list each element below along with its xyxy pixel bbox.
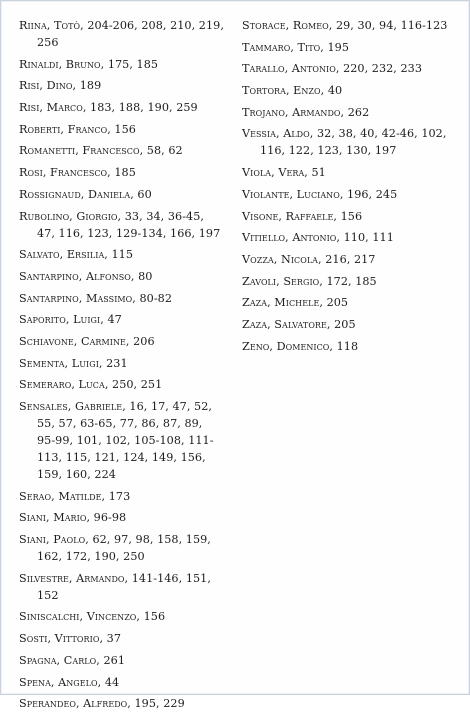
index-entry: Zavoli, Sergio, 172, 185 (242, 274, 377, 288)
index-entry-pages: 231 (106, 356, 128, 370)
index-entry-name: Tammaro, Tito (242, 40, 321, 54)
index-entry: Semeraro, Luca, 250, 251 (19, 378, 163, 392)
index-entry-name: Santarpino, Massimo (19, 291, 133, 305)
index-entry-pages: 205 (326, 296, 349, 310)
index-entry: Tortora, Enzo, 40 (242, 84, 343, 98)
index-entry-name: Spagna, Carlo (19, 653, 97, 667)
index-entry: Riina, Totò, 204-206, 208, 210, 219, 256 (19, 19, 224, 49)
index-entry-pages: 16, 17, 47, 52, 55, 57, 63-65, 77, 86, 87, 89, 95-99, 101, 102, 105-108, 111-113, 115, 121, 124, 149, 156, 159, 160, 224 (37, 400, 214, 481)
index-entry-name: Schiavone, Carmine (19, 334, 126, 348)
index-entry: Rosi, Francesco, 185 (19, 166, 136, 180)
index-entry: Silvestre, Armando, 141-146, 151, 152 (19, 571, 211, 602)
index-entry: Siani, Paolo, 62, 97, 98, 158, 159, 162, 172, 190, 250 (19, 533, 211, 564)
index-entry: Risi, Marco, 183, 188, 190, 259 (19, 101, 198, 115)
index-entry: Sensales, Gabriele, 16, 17, 47, 52, 55, 57, 63-65, 77, 86, 87, 89, 95-99, 101, 102, 105-108, 111-113, 115, 121, 124, 149, 156, 159, 160, 224 (19, 400, 214, 481)
index-entry-name: Rossignaud, Daniela (19, 187, 131, 201)
index-entry-pages: 60 (137, 187, 152, 201)
index-entry-pages: 118 (336, 339, 359, 353)
index-entry-name: Semeraro, Luca (19, 378, 105, 392)
index-entry-name: Risi, Marco (19, 101, 83, 115)
index-entry-pages: 96-98 (93, 511, 127, 525)
index-entry: Vessia, Aldo, 32, 38, 40, 42-46, 102, 116, 122, 123, 130, 197 (242, 127, 447, 158)
index-entry: Schiavone, Carmine, 206 (19, 334, 155, 348)
index-entry-name: Storace, Romeo (242, 19, 329, 32)
index-entry-name: Sperandeo, Alfredo (19, 697, 128, 711)
index-entry-name: Zavoli, Sergio (242, 274, 320, 288)
index-entry-name: Siani, Mario (19, 511, 87, 525)
index-entry: Zaza, Michele, 205 (242, 296, 349, 310)
index-entry: Storace, Romeo, 29, 30, 94, 116-123 (242, 19, 448, 32)
index-entry-pages: 204-206, 208, 210, 219, 256 (37, 19, 224, 49)
index-entry: Santarpino, Massimo, 80-82 (19, 291, 173, 305)
index-entry-pages: 80 (138, 269, 153, 283)
index-entry-pages: 141-146, 151, 152 (37, 571, 211, 602)
index-entry-name: Romanetti, Francesco (19, 144, 140, 158)
index-entry-name: Siani, Paolo (19, 533, 86, 547)
index-entry-name: Vessia, Aldo (242, 127, 310, 141)
index-entry: Salvato, Ersilia, 115 (19, 248, 134, 262)
index-entry-name: Tortora, Enzo (242, 84, 321, 98)
index-entry: Viola, Vera, 51 (242, 166, 326, 180)
index-entry-name: Trojano, Armando (242, 105, 341, 119)
index-entry-pages: 205 (334, 317, 356, 331)
index-entry-pages: 183, 188, 190, 259 (90, 101, 198, 115)
index-entry: Risi, Dino, 189 (19, 79, 102, 93)
index-entry-pages: 29, 30, 94, 116-123 (335, 19, 448, 32)
index-entry-name: Visone, Raffaele (242, 209, 334, 223)
index-entry-name: Roberti, Franco (19, 122, 108, 136)
index-entry: Sosti, Vittorio, 37 (19, 632, 121, 646)
index-entry-name: Spena, Angelo (19, 675, 98, 689)
index-entry: Saporito, Luigi, 47 (19, 313, 122, 327)
index-entry-pages: 40 (327, 84, 343, 98)
index-entry-pages: 250, 251 (112, 378, 163, 392)
index-entry-pages: 216, 217 (325, 252, 376, 266)
index-entry-name: Santarpino, Alfonso (19, 269, 131, 283)
index-entry-pages: 58, 62 (146, 144, 183, 158)
index-entry-name: Zeno, Domenico (242, 339, 330, 353)
index-entry: Rossignaud, Daniela, 60 (19, 187, 152, 201)
index-entry-pages: 62, 97, 98, 158, 159, 162, 172, 190, 250 (37, 533, 211, 564)
index-entry: Vozza, Nicola, 216, 217 (242, 252, 376, 266)
index-entry-pages: 115 (111, 248, 134, 262)
index-entry: Rubolino, Giorgio, 33, 34, 36-45, 47, 116, 123, 129-134, 166, 197 (19, 209, 221, 240)
index-entry-pages: 32, 38, 40, 42-46, 102, 116, 122, 123, 130, 197 (260, 127, 447, 158)
index-entry-pages: 261 (103, 653, 125, 667)
index-entry: Tarallo, Antonio, 220, 232, 233 (242, 62, 422, 76)
index-entry: Tammaro, Tito, 195 (242, 40, 349, 54)
index-entry-name: Riina, Totò (19, 19, 81, 32)
index-entry-name: Vozza, Nicola (242, 252, 319, 266)
index-entry-name: Rubolino, Giorgio (19, 209, 118, 223)
index-entry-name: Siniscalchi, Vincenzo (19, 610, 137, 624)
index-entry-pages: 206 (133, 334, 155, 348)
index-entry: Serao, Matilde, 173 (19, 489, 131, 503)
index-entry-name: Zaza, Michele (242, 296, 320, 310)
index-entry-name: Sosti, Vittorio (19, 632, 100, 646)
index-entry: Romanetti, Francesco, 58, 62 (19, 144, 183, 158)
index-entry-pages: 173 (108, 489, 131, 503)
index-entry: Trojano, Armando, 262 (242, 105, 370, 119)
index-entry: Santarpino, Alfonso, 80 (19, 269, 153, 283)
index-entry-pages: 196, 245 (347, 187, 398, 201)
index-entry: Sementa, Luigi, 231 (19, 356, 128, 370)
index-entry-name: Risi, Dino (19, 79, 73, 93)
index-entry-pages: 80-82 (139, 291, 173, 305)
index-entry-pages: 33, 34, 36-45, 47, 116, 123, 129-134, 166, 197 (37, 209, 221, 240)
index-entry-name: Silvestre, Armando (19, 571, 125, 585)
index-entry-name: Sementa, Luigi (19, 356, 99, 370)
index-entry-pages: 51 (311, 166, 326, 180)
index-entry-pages: 110, 111 (343, 231, 394, 245)
index-entry-pages: 172, 185 (326, 274, 377, 288)
index-entry-name: Violante, Luciano (242, 187, 340, 201)
index-entry-pages: 156 (340, 209, 363, 223)
index-entry-pages: 44 (104, 675, 120, 689)
index-entry-pages: 37 (106, 632, 121, 646)
index-entry-pages: 262 (347, 105, 370, 119)
index-entry: Spagna, Carlo, 261 (19, 653, 125, 667)
index-entry-pages: 195 (327, 40, 349, 54)
index-entry-name: Rosi, Francesco (19, 166, 108, 180)
index-entry-pages: 175, 185 (107, 57, 159, 71)
index-entry-pages: 220, 232, 233 (343, 62, 422, 76)
index-entry: Violante, Luciano, 196, 245 (242, 187, 398, 201)
index-entry-pages: 185 (114, 166, 136, 180)
index-entry: Siani, Mario, 96-98 (19, 511, 127, 525)
index-entry: Siniscalchi, Vincenzo, 156 (19, 610, 166, 624)
index-column-left (19, 17, 224, 717)
index-entry: Zeno, Domenico, 118 (242, 339, 359, 353)
index-entry-name: Saporito, Luigi (19, 313, 101, 327)
index-entry: Visone, Raffaele, 156 (242, 209, 363, 223)
index-entry-name: Zaza, Salvatore (242, 317, 327, 331)
index-column-right (242, 17, 452, 359)
index-entry-pages: 47 (107, 313, 122, 327)
index-entry: Rinaldi, Bruno, 175, 185 (19, 57, 159, 71)
index-entry-name: Tarallo, Antonio (242, 62, 336, 76)
index-entry-name: Sensales, Gabriele (19, 400, 123, 413)
index-entry-pages: 156 (114, 122, 136, 136)
index-entry: Sperandeo, Alfredo, 195, 229 (19, 697, 185, 711)
index-entry-pages: 195, 229 (134, 697, 185, 711)
index-entry-name: Salvato, Ersilia (19, 248, 105, 262)
index-entry: Spena, Angelo, 44 (19, 675, 120, 689)
index-entry-name: Rinaldi, Bruno (19, 57, 101, 71)
index-entry-pages: 156 (143, 610, 166, 624)
index-entry-pages: 189 (79, 79, 102, 93)
index-entry: Zaza, Salvatore, 205 (242, 317, 356, 331)
index-entry-name: Viola, Vera (242, 166, 305, 180)
index-entry: Roberti, Franco, 156 (19, 122, 136, 136)
index-entry-name: Vitiello, Antonio (242, 231, 337, 245)
index-entry-name: Serao, Matilde (19, 489, 102, 503)
index-entry: Vitiello, Antonio, 110, 111 (242, 231, 394, 245)
